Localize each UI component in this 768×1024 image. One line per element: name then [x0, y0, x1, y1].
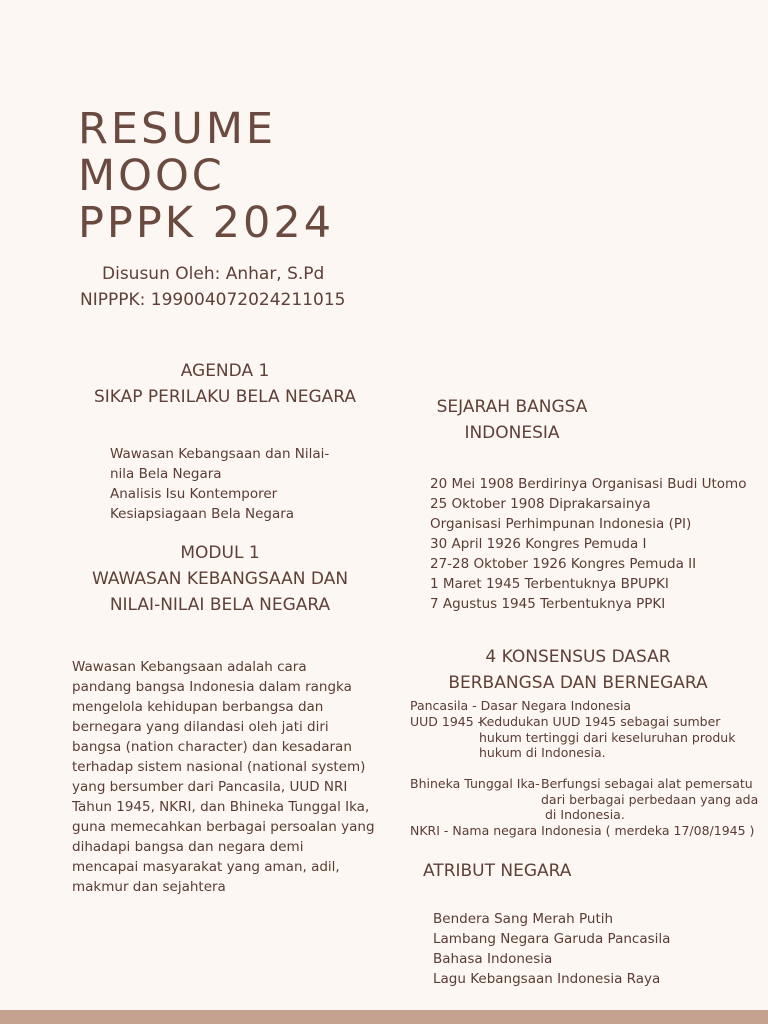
agenda-heading-line: SIKAP PERILAKU BELA NEGARA	[93, 387, 357, 407]
agenda-item: Wawasan Kebangsaan dan Nilai-	[110, 446, 330, 462]
paragraph-line: pandang bangsa Indonesia dalam rangka	[72, 679, 352, 695]
konsensus-pancasila: Pancasila - Dasar Negara Indonesia	[410, 698, 632, 713]
agenda-heading	[40, 358, 410, 410]
paragraph-line: mencapai masyarakat yang aman, adil,	[72, 859, 340, 875]
atribut-heading: ATRIBUT NEGARA	[423, 861, 572, 881]
bhineka-line: dari berbagai perbedaan yang ada	[541, 791, 759, 807]
konsensus-bhineka-term: Bhineka Tunggal Ika-	[410, 776, 540, 791]
sejarah-heading-line: SEJARAH BANGSA	[436, 397, 588, 417]
agenda-list	[110, 444, 329, 524]
paragraph-line: makmur dan sejahtera	[72, 879, 226, 895]
event-line: 20 Mei 1908 Berdirinya Organisasi Budi Utomo	[430, 476, 747, 492]
atribut-item: Bendera Sang Merah Putih	[433, 911, 614, 927]
event-line: 25 Oktober 1908 Diprakarsainya	[430, 496, 651, 512]
document-title	[78, 106, 334, 247]
paragraph-line: mengelola kehidupan berbangsa dan	[72, 699, 324, 715]
paragraph-line: terhadap sistem nasional (national system)	[72, 759, 366, 775]
event-line: 27-28 Oktober 1926 Kongres Pemuda II	[430, 556, 697, 572]
atribut-item: Lagu Kebangsaan Indonesia Raya	[433, 971, 661, 987]
bhineka-line: di Indonesia.	[545, 807, 625, 822]
paragraph-line: Wawasan Kebangsaan adalah cara	[72, 659, 307, 675]
agenda-item: Analisis Isu Kontemporer	[110, 486, 278, 502]
agenda-item: nila Bela Negara	[110, 466, 222, 482]
event-line: 1 Maret 1945 Terbentuknya BPUPKI	[430, 576, 669, 592]
title-line: MOOC	[78, 151, 225, 201]
paragraph-line: guna memecahkan berbagai persoalan yang	[72, 819, 375, 835]
event-line: 30 April 1926 Kongres Pemuda I	[430, 536, 647, 552]
author-nip: NIPPPK: 199004072024211015	[80, 290, 346, 310]
author-name: Disusun Oleh: Anhar, S.Pd	[102, 264, 325, 284]
paragraph-line: yang bersumber dari Pancasila, UUD NRI	[72, 779, 348, 795]
uud-line: hukum di Indonesia.	[479, 745, 606, 760]
paragraph-line: bangsa (nation character) dan kesadaran	[72, 739, 352, 755]
konsensus-uud-term: UUD 1945 -	[410, 714, 483, 729]
bhineka-line: Berfungsi sebagai alat pemersatu	[541, 776, 753, 791]
paragraph-line: bernegara yang dilandasi oleh jati diri	[72, 719, 329, 735]
atribut-list	[433, 909, 670, 989]
title-line: RESUME	[78, 104, 277, 154]
agenda-heading-line: AGENDA 1	[180, 361, 270, 381]
konsensus-heading	[418, 644, 738, 696]
modul-heading-line: MODUL 1	[180, 543, 260, 563]
modul-heading-line: WAWASAN KEBANGSAAN DAN	[91, 569, 349, 589]
konsensus-heading-line: BERBANGSA DAN BERNEGARA	[448, 673, 708, 693]
konsensus-uud-desc	[479, 714, 735, 761]
uud-line: hukum tertinggi dari keseluruhan produk	[479, 729, 736, 745]
konsensus-heading-line: 4 KONSENSUS DASAR	[485, 647, 671, 667]
sejarah-heading	[412, 394, 612, 446]
konsensus-bhineka-desc	[541, 776, 758, 823]
title-line: PPPK 2024	[78, 198, 335, 248]
event-line: 7 Agustus 1945 Terbentuknya PPKI	[430, 596, 666, 612]
agenda-item: Kesiapsiagaan Bela Negara	[110, 506, 295, 522]
event-line: Organisasi Perhimpunan Indonesia (PI)	[430, 516, 692, 532]
modul-heading	[30, 540, 410, 618]
modul-paragraph	[72, 657, 375, 897]
konsensus-nkri: NKRI - Nama negara Indonesia ( merdeka 17/08/1945 )	[410, 823, 755, 838]
atribut-item: Lambang Negara Garuda Pancasila	[433, 931, 671, 947]
sejarah-events	[430, 474, 746, 614]
paragraph-line: Tahun 1945, NKRI, dan Bhineka Tunggal Ika,	[72, 799, 370, 815]
paragraph-line: dihadapi bangsa dan negara demi	[72, 839, 304, 855]
modul-heading-line: NILAI-NILAI BELA NEGARA	[109, 595, 331, 615]
uud-line: Kedudukan UUD 1945 sebagai sumber	[479, 714, 721, 729]
footer-bar	[0, 1010, 768, 1024]
sejarah-heading-line: INDONESIA	[464, 423, 560, 443]
atribut-item: Bahasa Indonesia	[433, 951, 553, 967]
